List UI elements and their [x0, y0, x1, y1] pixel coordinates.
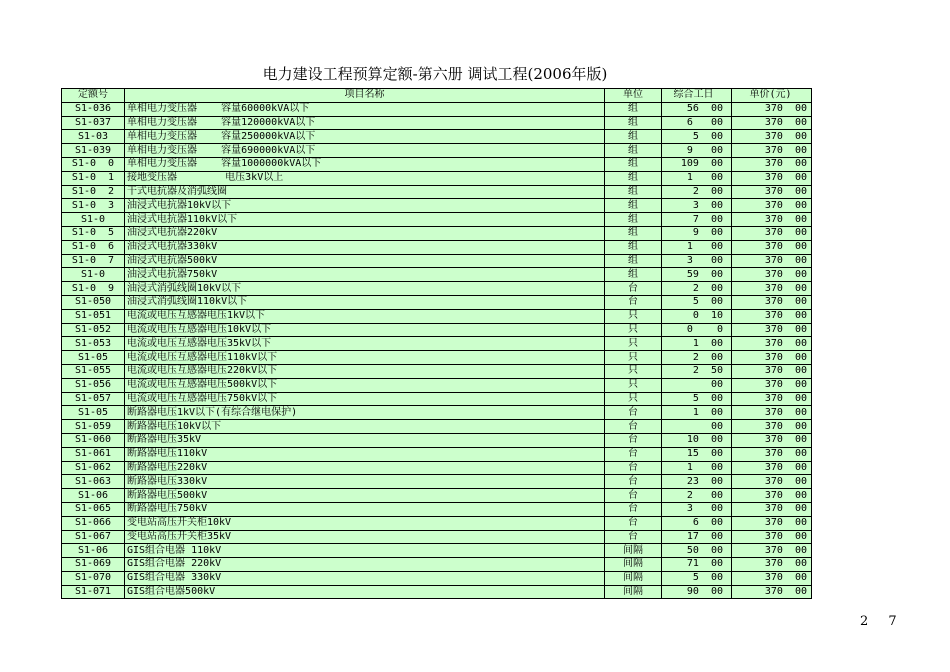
row-name: 单相电力变压器 容量60000kVA以下: [125, 102, 605, 116]
row-unit: 只: [605, 309, 662, 323]
row-labor: 9 00: [662, 226, 732, 240]
row-price: 370 00: [732, 364, 812, 378]
row-name: 油浸式电抗器10kV以下: [125, 199, 605, 213]
row-code: S1-060: [62, 433, 125, 447]
table-row: [62, 185, 812, 199]
table-row: [62, 254, 812, 268]
table-row: [62, 309, 812, 323]
table-row: [62, 420, 812, 434]
table-row: [62, 268, 812, 282]
row-unit: 间隔: [605, 585, 662, 599]
row-price: 370 00: [732, 226, 812, 240]
row-unit: 组: [605, 102, 662, 116]
table-row: [62, 447, 812, 461]
row-price: 370 00: [732, 282, 812, 296]
row-name: 断路器电压500kV: [125, 489, 605, 503]
row-labor: 1 00: [662, 171, 732, 185]
row-code: S1-0 3: [62, 199, 125, 213]
row-code: S1-03: [62, 130, 125, 144]
row-code: S1-0: [62, 268, 125, 282]
row-code: S1-039: [62, 144, 125, 158]
table-row: [62, 226, 812, 240]
row-labor: 2 50: [662, 364, 732, 378]
row-unit: 台: [605, 420, 662, 434]
row-name: GIS组合电器 220kV: [125, 558, 605, 572]
row-unit: 台: [605, 516, 662, 530]
table-row: [62, 392, 812, 406]
row-name: 单相电力变压器 容量690000kVA以下: [125, 144, 605, 158]
row-unit: 台: [605, 433, 662, 447]
row-name: 电流或电压互感器电压750kV以下: [125, 392, 605, 406]
row-name: 油浸式消弧线圈110kV以下: [125, 295, 605, 309]
row-name: 单相电力变压器 容量120000kVA以下: [125, 116, 605, 130]
row-code: S1-0 5: [62, 226, 125, 240]
header-unit: 单位: [605, 89, 662, 103]
row-price: 370 00: [732, 144, 812, 158]
quota-table: [61, 88, 812, 599]
row-labor: 1 00: [662, 337, 732, 351]
row-name: 油浸式电抗器750kV: [125, 268, 605, 282]
table-row: [62, 213, 812, 227]
table-row: [62, 130, 812, 144]
row-labor: 2 00: [662, 185, 732, 199]
header-name: 项目名称: [125, 89, 605, 103]
row-name: 单相电力变压器 容量1000000kVA以下: [125, 157, 605, 171]
row-name: 断路器电压220kV: [125, 461, 605, 475]
row-labor: 5 00: [662, 295, 732, 309]
row-name: 油浸式消弧线圈10kV以下: [125, 282, 605, 296]
row-name: 电流或电压互感器电压35kV以下: [125, 337, 605, 351]
table-row: [62, 240, 812, 254]
table-row: [62, 144, 812, 158]
row-code: S1-05: [62, 406, 125, 420]
row-price: 370 00: [732, 337, 812, 351]
row-code: S1-051: [62, 309, 125, 323]
row-price: 370 00: [732, 447, 812, 461]
row-price: 370 00: [732, 157, 812, 171]
row-labor: 5 00: [662, 130, 732, 144]
row-unit: 组: [605, 268, 662, 282]
row-price: 370 00: [732, 268, 812, 282]
row-price: 370 00: [732, 171, 812, 185]
row-code: S1-065: [62, 502, 125, 516]
row-labor: 3 00: [662, 199, 732, 213]
table-row: [62, 378, 812, 392]
row-code: S1-069: [62, 558, 125, 572]
row-code: S1-055: [62, 364, 125, 378]
table-header-row: [62, 89, 812, 103]
row-code: S1-0: [62, 213, 125, 227]
row-labor: 71 00: [662, 558, 732, 572]
row-price: 370 00: [732, 323, 812, 337]
row-name: 单相电力变压器 容量250000kVA以下: [125, 130, 605, 144]
row-labor: 2 00: [662, 489, 732, 503]
row-price: 370 00: [732, 475, 812, 489]
row-name: 断路器电压1kV以下(有综合继电保护): [125, 406, 605, 420]
row-code: S1-071: [62, 585, 125, 599]
row-code: S1-070: [62, 571, 125, 585]
row-unit: 台: [605, 530, 662, 544]
row-code: S1-066: [62, 516, 125, 530]
row-labor: 1 00: [662, 240, 732, 254]
row-labor: 3 00: [662, 502, 732, 516]
row-code: S1-0 7: [62, 254, 125, 268]
row-labor: 3 00: [662, 254, 732, 268]
row-unit: 组: [605, 185, 662, 199]
row-unit: 只: [605, 364, 662, 378]
table-row: [62, 337, 812, 351]
row-name: 油浸式电抗器110kV以下: [125, 213, 605, 227]
row-unit: 只: [605, 323, 662, 337]
row-unit: 台: [605, 447, 662, 461]
row-code: S1-059: [62, 420, 125, 434]
row-code: S1-056: [62, 378, 125, 392]
table-row: [62, 171, 812, 185]
row-labor: 1 00: [662, 461, 732, 475]
table-row: [62, 571, 812, 585]
table-row: [62, 295, 812, 309]
row-unit: 台: [605, 502, 662, 516]
row-unit: 组: [605, 213, 662, 227]
row-price: 370 00: [732, 544, 812, 558]
row-code: S1-053: [62, 337, 125, 351]
row-labor: 10 00: [662, 433, 732, 447]
row-name: 断路器电压750kV: [125, 502, 605, 516]
row-price: 370 00: [732, 392, 812, 406]
table-row: [62, 585, 812, 599]
row-name: 断路器电压330kV: [125, 475, 605, 489]
row-code: S1-063: [62, 475, 125, 489]
row-price: 370 00: [732, 489, 812, 503]
table-row: [62, 323, 812, 337]
table-body: [62, 102, 812, 599]
row-name: GIS组合电器 330kV: [125, 571, 605, 585]
table-row: [62, 475, 812, 489]
table-row: [62, 461, 812, 475]
row-price: 370 00: [732, 461, 812, 475]
row-code: S1-067: [62, 530, 125, 544]
row-unit: 组: [605, 171, 662, 185]
row-name: 油浸式电抗器220kV: [125, 226, 605, 240]
row-labor: 15 00: [662, 447, 732, 461]
table-row: [62, 102, 812, 116]
row-price: 370 00: [732, 295, 812, 309]
row-price: 370 00: [732, 558, 812, 572]
row-code: S1-0 1: [62, 171, 125, 185]
row-code: S1-0 2: [62, 185, 125, 199]
row-unit: 组: [605, 130, 662, 144]
table-row: [62, 558, 812, 572]
row-price: 370 00: [732, 116, 812, 130]
row-code: S1-0 6: [62, 240, 125, 254]
row-price: 370 00: [732, 420, 812, 434]
row-code: S1-052: [62, 323, 125, 337]
row-price: 370 00: [732, 571, 812, 585]
row-unit: 台: [605, 489, 662, 503]
row-price: 370 00: [732, 102, 812, 116]
row-unit: 台: [605, 406, 662, 420]
row-name: 油浸式电抗器330kV: [125, 240, 605, 254]
table-row: [62, 116, 812, 130]
row-price: 370 00: [732, 213, 812, 227]
table-row: [62, 502, 812, 516]
row-code: S1-062: [62, 461, 125, 475]
row-code: S1-037: [62, 116, 125, 130]
row-price: 370 00: [732, 199, 812, 213]
row-labor: 59 00: [662, 268, 732, 282]
row-code: S1-050: [62, 295, 125, 309]
row-unit: 组: [605, 144, 662, 158]
row-price: 370 00: [732, 378, 812, 392]
header-labor: 综合工日: [662, 89, 732, 103]
row-labor: 56 00: [662, 102, 732, 116]
row-labor: 2 00: [662, 351, 732, 365]
row-unit: 组: [605, 226, 662, 240]
row-price: 370 00: [732, 406, 812, 420]
row-price: 370 00: [732, 240, 812, 254]
row-name: 电流或电压互感器电压10kV以下: [125, 323, 605, 337]
table-row: [62, 199, 812, 213]
header-price: 单价(元): [732, 89, 812, 103]
table-row: [62, 364, 812, 378]
row-unit: 组: [605, 199, 662, 213]
row-name: 油浸式电抗器500kV: [125, 254, 605, 268]
row-name: 断路器电压35kV: [125, 433, 605, 447]
row-price: 370 00: [732, 185, 812, 199]
row-unit: 只: [605, 337, 662, 351]
row-labor: 00: [662, 420, 732, 434]
row-price: 370 00: [732, 254, 812, 268]
table-row: [62, 406, 812, 420]
row-name: 断路器电压110kV: [125, 447, 605, 461]
row-name: GIS组合电器500kV: [125, 585, 605, 599]
row-code: S1-0 0: [62, 157, 125, 171]
row-labor: 5 00: [662, 571, 732, 585]
row-code: S1-06: [62, 489, 125, 503]
row-labor: 6 00: [662, 116, 732, 130]
row-code: S1-036: [62, 102, 125, 116]
row-code: S1-0 9: [62, 282, 125, 296]
row-name: GIS组合电器 110kV: [125, 544, 605, 558]
row-price: 370 00: [732, 530, 812, 544]
row-name: 接地变压器 电压3kV以上: [125, 171, 605, 185]
row-labor: 0 10: [662, 309, 732, 323]
row-labor: 5 00: [662, 392, 732, 406]
row-name: 电流或电压互感器电压110kV以下: [125, 351, 605, 365]
row-unit: 组: [605, 116, 662, 130]
row-unit: 间隔: [605, 544, 662, 558]
row-code: S1-06: [62, 544, 125, 558]
row-unit: 间隔: [605, 571, 662, 585]
row-unit: 台: [605, 475, 662, 489]
row-labor: 109 00: [662, 157, 732, 171]
table-row: [62, 516, 812, 530]
table-row: [62, 351, 812, 365]
row-unit: 只: [605, 378, 662, 392]
row-unit: 只: [605, 351, 662, 365]
row-code: S1-061: [62, 447, 125, 461]
row-price: 370 00: [732, 433, 812, 447]
row-price: 370 00: [732, 309, 812, 323]
row-price: 370 00: [732, 351, 812, 365]
table-row: [62, 489, 812, 503]
row-labor: 9 00: [662, 144, 732, 158]
table-row: [62, 157, 812, 171]
row-labor: 6 00: [662, 516, 732, 530]
row-name: 电流或电压互感器电压500kV以下: [125, 378, 605, 392]
row-price: 370 00: [732, 585, 812, 599]
row-labor: 0 0: [662, 323, 732, 337]
row-unit: 组: [605, 240, 662, 254]
row-name: 断路器电压10kV以下: [125, 420, 605, 434]
row-name: 干式电抗器及消弧线圈: [125, 185, 605, 199]
row-unit: 组: [605, 254, 662, 268]
row-code: S1-05: [62, 351, 125, 365]
row-unit: 只: [605, 392, 662, 406]
row-unit: 台: [605, 282, 662, 296]
row-unit: 台: [605, 295, 662, 309]
row-unit: 台: [605, 461, 662, 475]
row-labor: 17 00: [662, 530, 732, 544]
row-price: 370 00: [732, 516, 812, 530]
page-number: 2 7: [860, 614, 905, 629]
row-name: 电流或电压互感器电压220kV以下: [125, 364, 605, 378]
row-price: 370 00: [732, 130, 812, 144]
row-name: 变电站高压开关柜35kV: [125, 530, 605, 544]
row-labor: 23 00: [662, 475, 732, 489]
header-code: 定额号: [62, 89, 125, 103]
row-unit: 间隔: [605, 558, 662, 572]
row-labor: 2 00: [662, 282, 732, 296]
page-title: 电力建设工程预算定额-第六册 调试工程(2006年版): [262, 65, 608, 83]
table-row: [62, 544, 812, 558]
table-row: [62, 530, 812, 544]
table-row: [62, 282, 812, 296]
table-row: [62, 433, 812, 447]
row-name: 变电站高压开关柜10kV: [125, 516, 605, 530]
row-labor: 50 00: [662, 544, 732, 558]
row-labor: 00: [662, 378, 732, 392]
row-labor: 90 00: [662, 585, 732, 599]
row-unit: 组: [605, 157, 662, 171]
row-code: S1-057: [62, 392, 125, 406]
row-labor: 1 00: [662, 406, 732, 420]
row-labor: 7 00: [662, 213, 732, 227]
row-name: 电流或电压互感器电压1kV以下: [125, 309, 605, 323]
row-price: 370 00: [732, 502, 812, 516]
